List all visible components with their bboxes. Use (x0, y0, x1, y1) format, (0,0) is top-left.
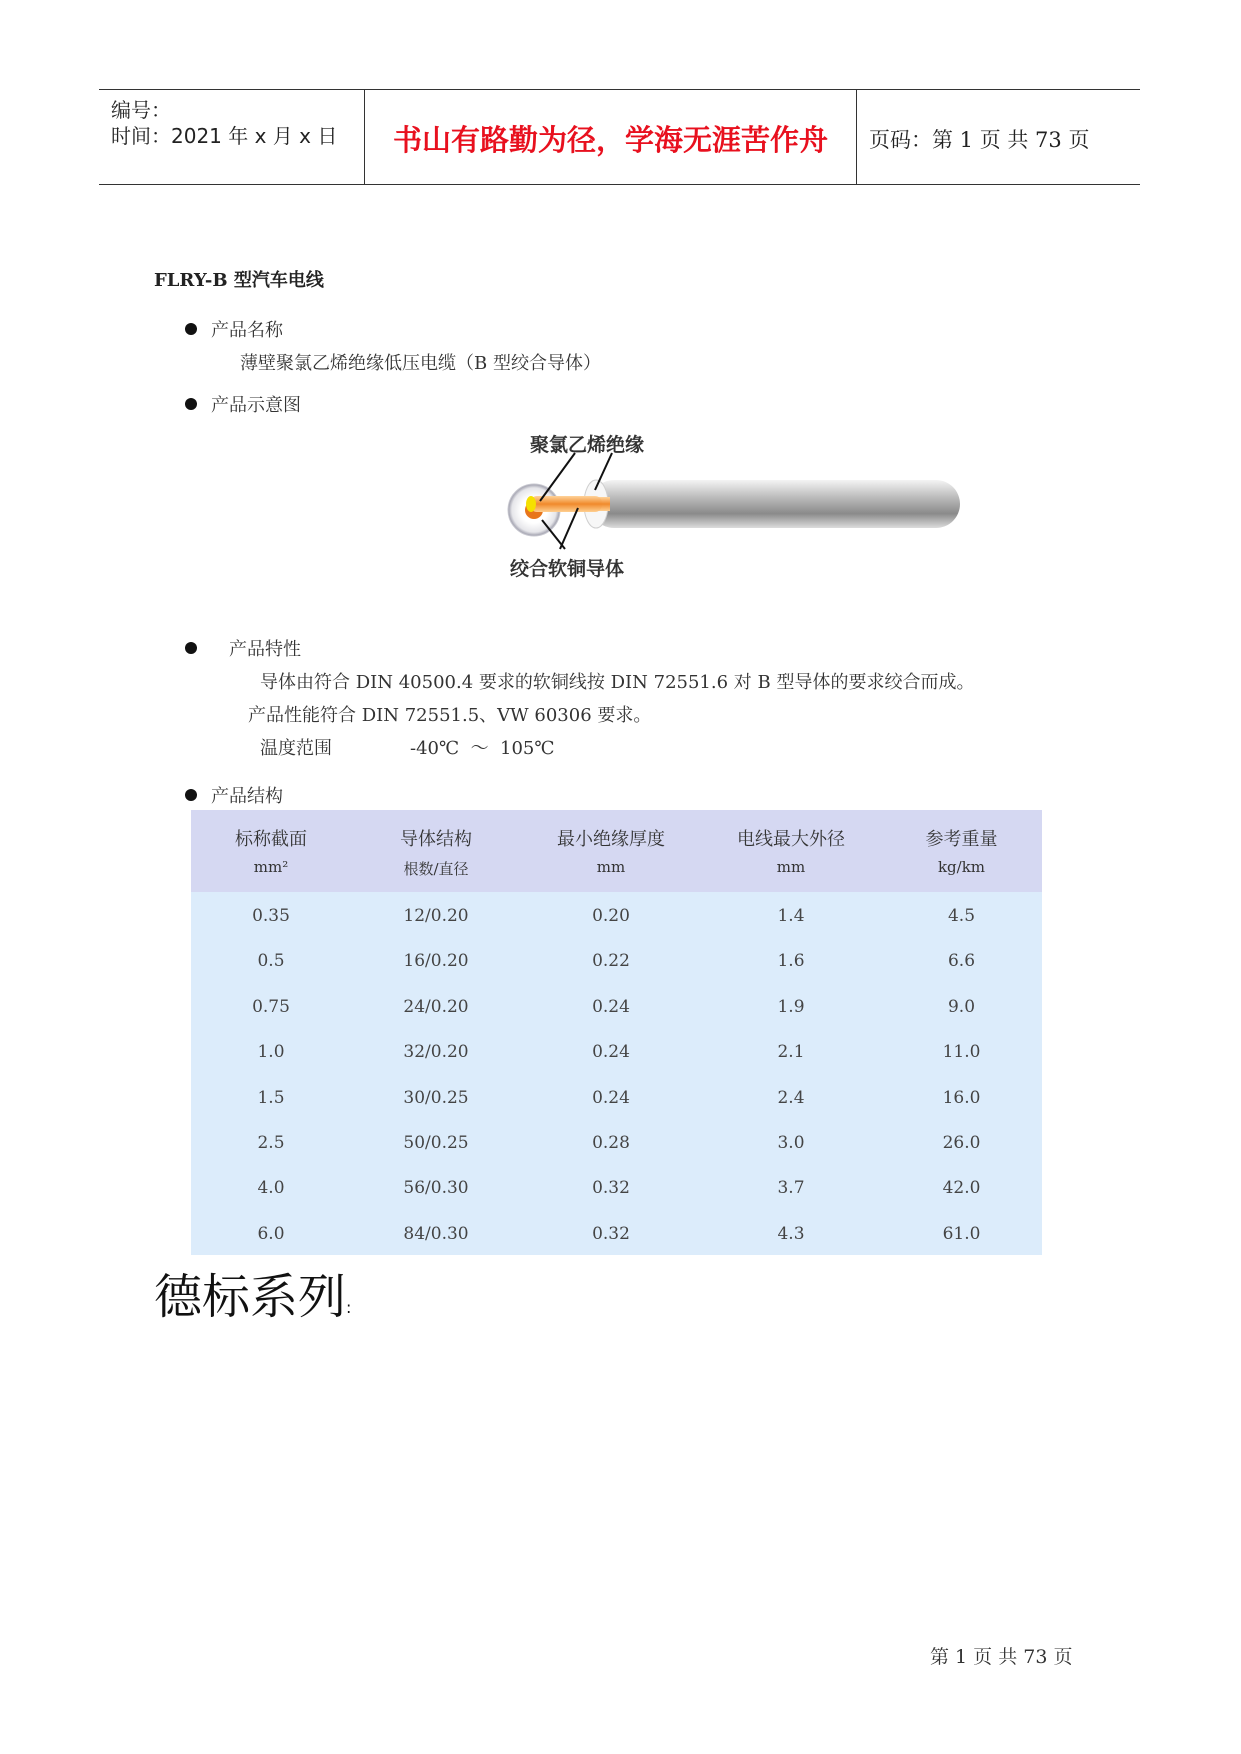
table-cell: 4.0 (257, 1178, 285, 1199)
bullet-icon (185, 398, 197, 410)
table-cell: 11.0 (942, 1042, 981, 1063)
table-cell: 0.35 (252, 906, 290, 926)
table-cell: 16.0 (942, 1087, 981, 1108)
bullet-icon (185, 642, 197, 654)
table-cell: 0.24 (592, 1087, 630, 1108)
document-header (99, 89, 1140, 185)
page-footer: 第 1 页 共 73 页 (930, 1646, 1073, 1668)
motto: 书山有路勤为径，学海无涯苦作舟 (392, 123, 828, 157)
table-cell: 0.5 (257, 951, 285, 972)
section-heading: 产品名称 (211, 320, 283, 341)
table-cell: 0.24 (592, 996, 630, 1017)
table-cell: 1.4 (777, 906, 805, 926)
section-diagram (185, 391, 301, 417)
table-cell: 0.28 (592, 1132, 630, 1153)
bullet-icon (185, 323, 197, 335)
features-line-2: 产品性能符合 DIN 72551.5、VW 60306 要求。 (248, 705, 652, 726)
table-cell: 12/0.20 (403, 906, 469, 926)
table-cell: 24/0.20 (403, 996, 469, 1017)
col-unit: 根数/直径 (403, 860, 469, 878)
table-cell: 3.0 (777, 1132, 805, 1153)
temperature-value: -40℃ ～ 105℃ (410, 738, 555, 759)
table-cell: 84/0.30 (403, 1223, 469, 1244)
diagram-label-conductor: 绞合软铜导体 (510, 558, 625, 580)
temperature-label: 温度范围 (260, 738, 332, 759)
table-row (191, 1210, 1042, 1255)
table-cell: 26.0 (942, 1132, 981, 1153)
diagram-label-insulation: 聚氯乙烯绝缘 (530, 434, 645, 456)
document-title: FLRY-B 型汽车电线 (154, 270, 324, 291)
section-product-name (185, 316, 283, 342)
table-cell: 2.1 (777, 1042, 805, 1063)
table-cell: 4.5 (947, 906, 976, 926)
table-cell: 42.0 (942, 1178, 981, 1199)
col-header: 参考重量 (925, 829, 998, 850)
table-cell: 1.0 (257, 1042, 285, 1063)
table-cell: 6.6 (947, 951, 976, 972)
col-header: 最小绝缘厚度 (557, 829, 665, 850)
table-cell: 9.0 (947, 996, 976, 1017)
table-row (191, 1164, 1042, 1209)
time-label: 时间：2021 年 x 月 x 日 (111, 124, 338, 148)
table-cell: 0.32 (592, 1223, 630, 1244)
col-unit: mm (776, 858, 806, 876)
header-page-cell (857, 90, 1140, 184)
table-cell: 1.5 (257, 1087, 285, 1108)
features-line-1: 导体由符合 DIN 40500.4 要求的软铜线按 DIN 72551.6 对 B 型导体的要求绞合而成。 (260, 672, 975, 693)
table-cell: 1.6 (777, 951, 805, 972)
table-cell: 16/0.20 (403, 951, 469, 972)
table-body (191, 892, 1042, 1255)
table-cell: 50/0.25 (403, 1132, 469, 1153)
bullet-icon (185, 789, 197, 801)
series-heading-suffix: : (346, 1298, 352, 1317)
table-cell: 30/0.25 (403, 1087, 469, 1108)
table-header (191, 810, 1042, 892)
table-row (191, 892, 1042, 937)
table-cell: 2.5 (257, 1132, 285, 1153)
section-features (185, 635, 301, 661)
table-row (191, 983, 1042, 1028)
table-row (191, 1028, 1042, 1073)
col-header: 电线最大外径 (737, 829, 845, 850)
table-cell: 6.0 (257, 1223, 285, 1244)
table-cell: 56/0.30 (403, 1178, 469, 1199)
table-cell: 4.3 (777, 1223, 805, 1244)
section-structure (185, 782, 283, 808)
cable-diagram (500, 434, 980, 588)
table-cell: 0.20 (592, 906, 630, 926)
table-cell: 61.0 (942, 1223, 981, 1244)
section-heading: 产品示意图 (211, 395, 301, 416)
table-row (191, 937, 1042, 982)
series-heading (154, 1258, 351, 1327)
product-name-text: 薄壁聚氯乙烯绝缘低压电缆（B 型绞合导体） (240, 353, 601, 374)
table-row (191, 1074, 1042, 1119)
series-heading-text: 德标系列 (154, 1269, 347, 1325)
section-heading: 产品特性 (229, 639, 301, 660)
section-heading: 产品结构 (211, 786, 283, 807)
table-cell: 3.7 (777, 1178, 805, 1199)
table-cell: 0.24 (592, 1042, 630, 1063)
header-info-cell (99, 90, 365, 184)
col-unit: mm (596, 858, 626, 876)
col-unit: kg/km (937, 858, 986, 876)
table-cell: 0.22 (592, 951, 630, 972)
table-cell: 0.32 (592, 1178, 630, 1199)
product-structure-table (191, 810, 1042, 1255)
number-label: 编号： (111, 98, 171, 122)
col-unit: mm² (253, 858, 289, 876)
table-cell: 1.9 (777, 996, 805, 1017)
table-cell: 32/0.20 (403, 1042, 469, 1063)
page-label: 页码：第 1 页 共 73 页 (869, 128, 1090, 152)
col-header: 导体结构 (400, 829, 472, 850)
table-cell: 0.75 (252, 996, 290, 1017)
table-row (191, 1119, 1042, 1164)
header-motto-cell (365, 90, 857, 184)
col-header: 标称截面 (235, 829, 307, 850)
table-cell: 2.4 (777, 1087, 805, 1108)
